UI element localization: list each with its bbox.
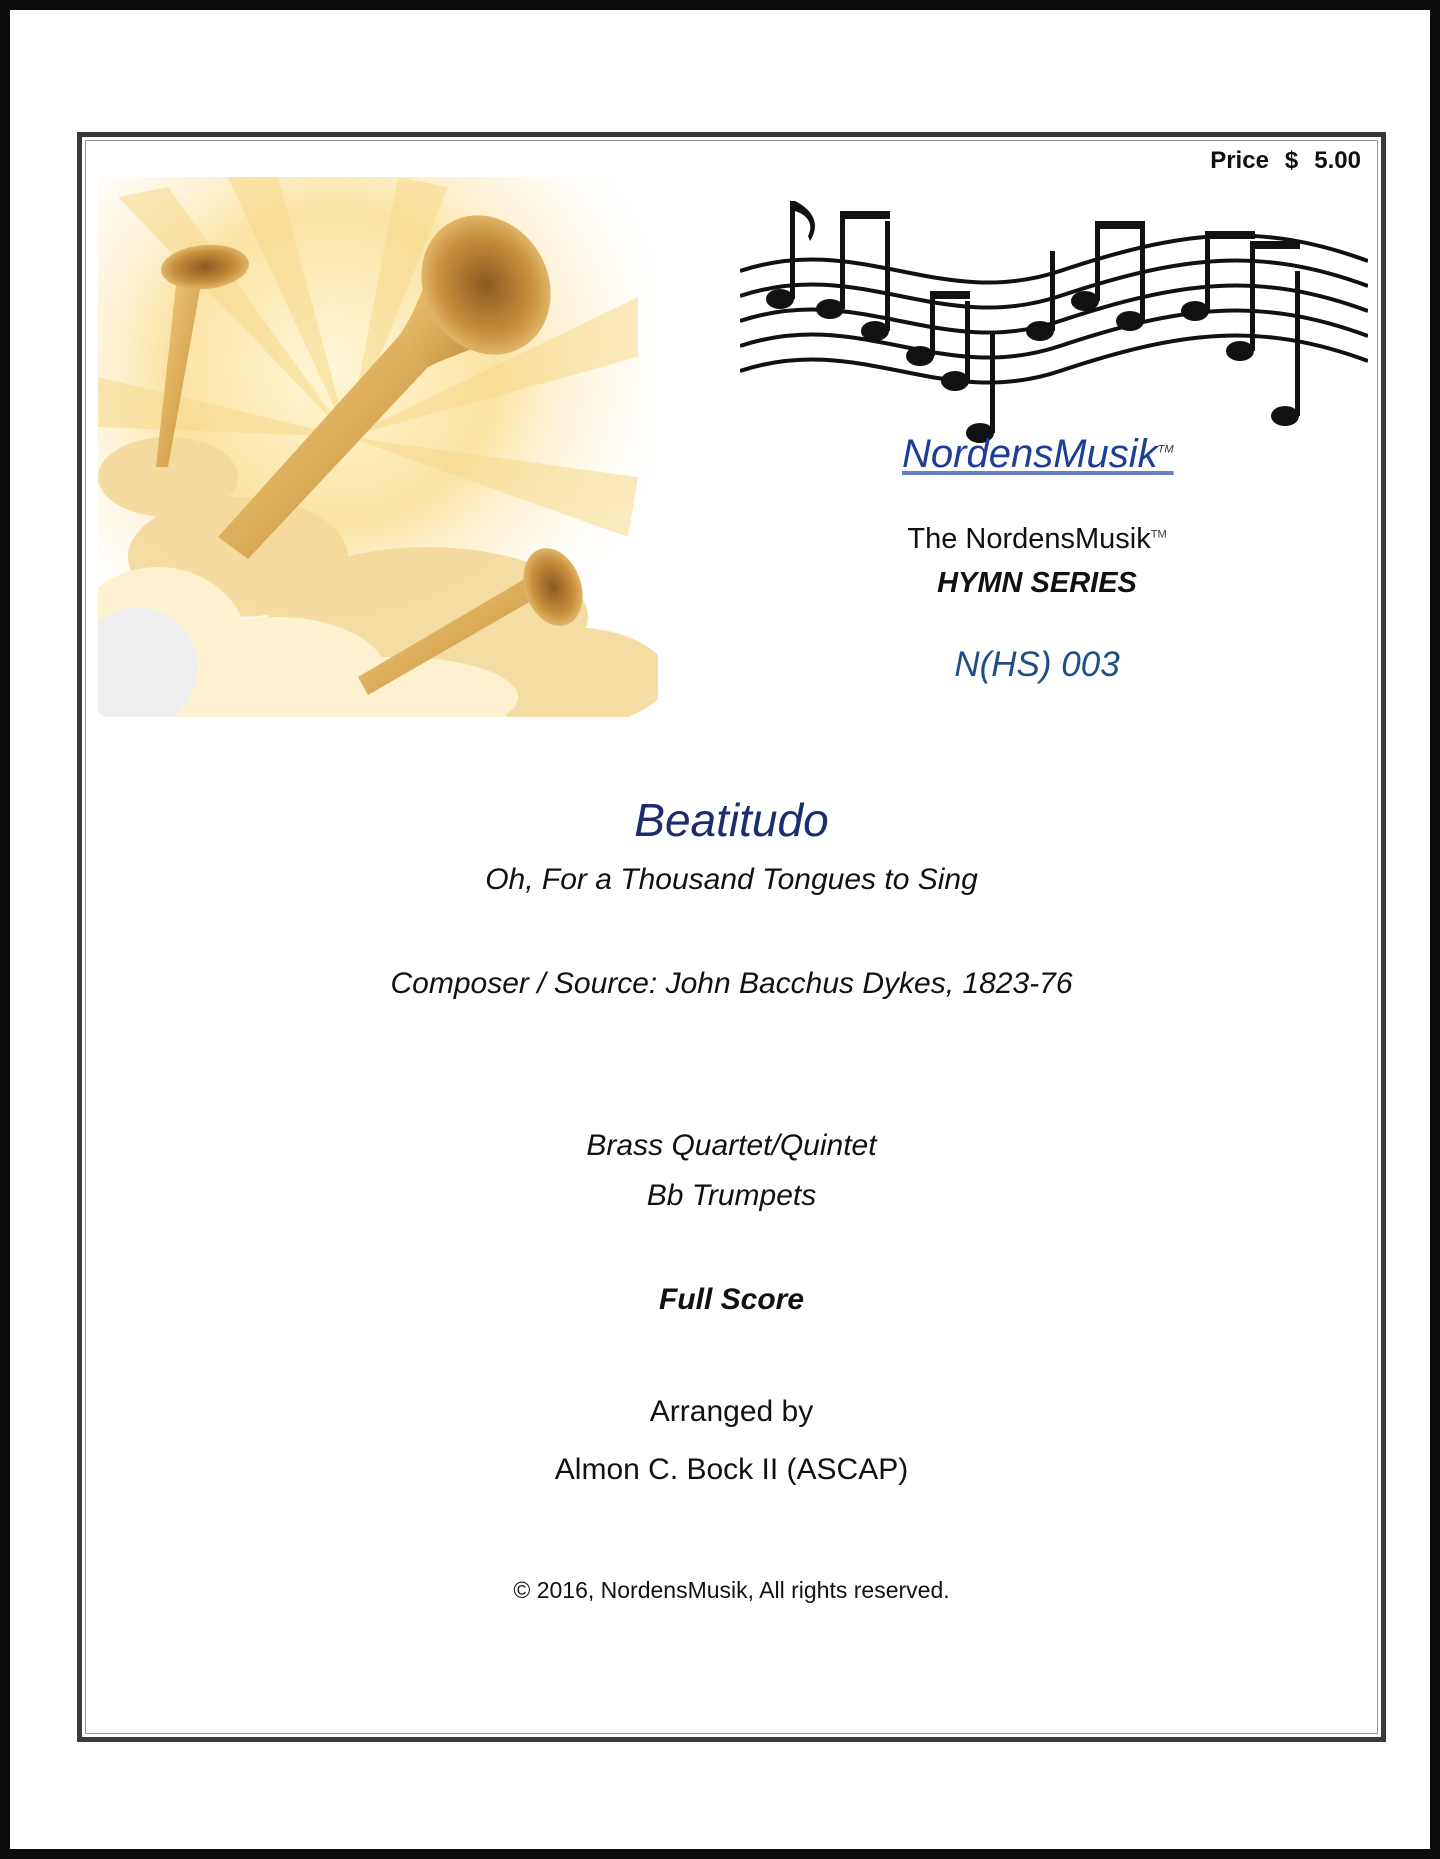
ensemble-label: Brass Quartet/Quintet [586, 1129, 877, 1162]
brand-trademark: TM [1157, 443, 1174, 456]
price-amount: 5.00 [1314, 147, 1361, 174]
series-prefix: The NordensMusik™ [907, 523, 1167, 555]
cover-frame [77, 132, 1386, 1742]
instrument-label: Bb Trumpets [646, 1179, 817, 1212]
price-currency: $ [1284, 147, 1299, 174]
catalog-number: N(HS) 003 [954, 645, 1120, 684]
arranger-name: Almon C. Bock II (ASCAP) [554, 1453, 909, 1486]
brand-name: NordensMusik™ [902, 432, 1174, 476]
price-tag [1210, 147, 1361, 175]
copyright-notice: © 2016, NordensMusik, All rights reserved. [513, 1577, 950, 1603]
price-label: Price [1210, 147, 1269, 174]
series-name: HYMN SERIES [937, 567, 1137, 599]
work-subtitle: Oh, For a Thousand Tongues to Sing [485, 863, 978, 896]
work-title: Beatitudo [634, 794, 829, 846]
series-trademark: TM [1150, 528, 1167, 541]
arranged-by-label: Arranged by [649, 1395, 814, 1428]
music-notes-illustration [740, 181, 1368, 459]
score-type-label: Full Score [658, 1283, 805, 1316]
composer-line: Composer / Source: John Bacchus Dykes, 1823-76 [390, 967, 1073, 1000]
trumpets-illustration [98, 177, 658, 717]
